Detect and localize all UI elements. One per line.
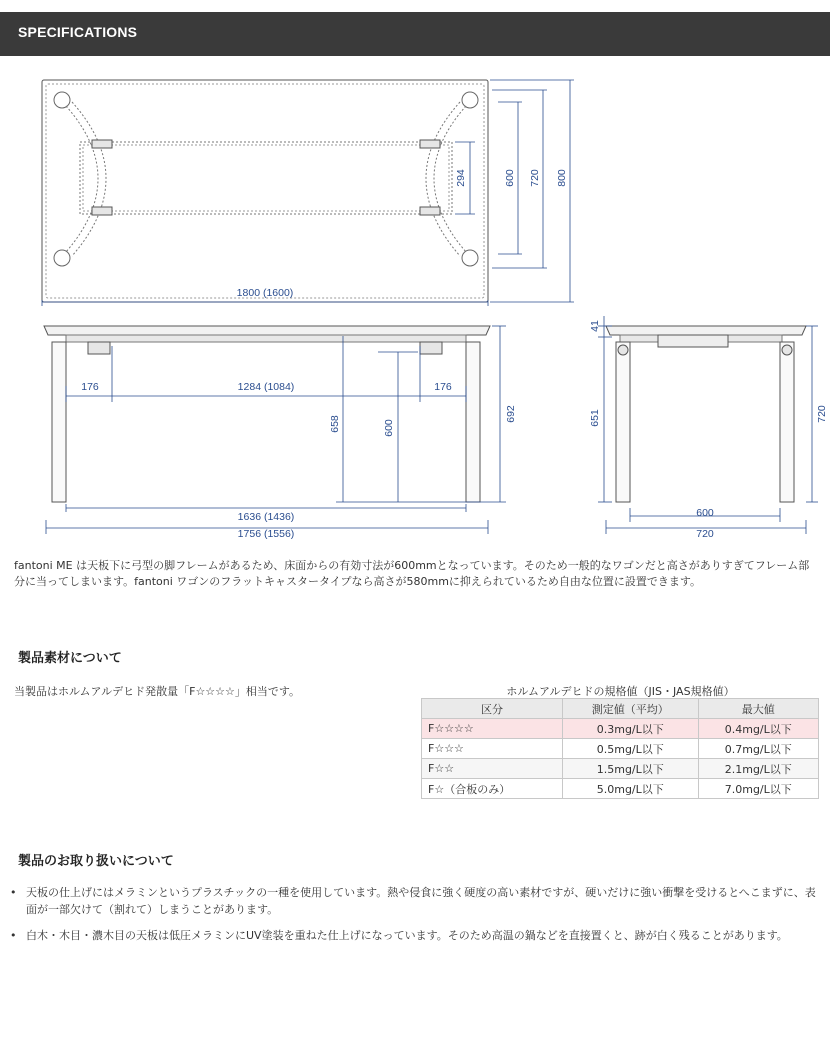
formaldehyde-table-caption: ホルムアルデヒドの規格値（JIS・JAS規格値） xyxy=(506,685,735,698)
table-cell: 7.0mg/L以下 xyxy=(698,779,819,799)
list-item-text: 白木・木目・濃木目の天板は低圧メラミンにUV塗装を重ねた仕上げになっています。そのため高温の鍋などを直接置くと、跡が白く残ることがあります。 xyxy=(26,929,788,942)
table-row xyxy=(422,719,819,739)
dimension-drawing xyxy=(0,56,830,546)
front-outer-width-label: 1756 (1556) xyxy=(237,528,295,540)
plan-width-label: 1800 (1600) xyxy=(236,287,294,299)
specifications-header-bar xyxy=(0,12,830,56)
column-header: 最大値 xyxy=(698,699,819,719)
table-cell: F☆☆☆☆ xyxy=(422,719,563,739)
front-view xyxy=(44,326,490,502)
header-title: SPECIFICATIONS xyxy=(18,24,138,40)
table-row xyxy=(422,739,819,759)
list-item-text: 天板の仕上げにはメラミンというプラスチックの一種を使用しています。熱や侵食に強く硬度の高い素材ですが、硬いだけに強い衝撃を受けるとへこまずに、表面が一部欠けて（割れて）しまうことがあります。 xyxy=(26,886,816,916)
table-cell: 0.5mg/L以下 xyxy=(563,739,699,759)
plan-view xyxy=(42,80,488,302)
table-cell: 2.1mg/L以下 xyxy=(698,759,819,779)
formaldehyde-table xyxy=(421,698,819,799)
table-row xyxy=(422,779,819,799)
side-view xyxy=(606,326,806,502)
bullet-icon: • xyxy=(10,929,17,942)
front-right-offset-label: 176 xyxy=(434,381,452,393)
material-heading: 製品素材について xyxy=(18,651,122,666)
table-row xyxy=(422,759,819,779)
table-cell: 1.5mg/L以下 xyxy=(563,759,699,779)
list-item xyxy=(10,927,818,944)
column-header: 区分 xyxy=(422,699,563,719)
table-header-row xyxy=(422,699,819,719)
handling-heading: 製品のお取り扱いについて xyxy=(18,854,174,869)
table-cell: F☆☆☆ xyxy=(422,739,563,759)
plan-dimensions xyxy=(42,80,574,306)
intro-paragraph: fantoni ME は天板下に弓型の脚フレームがあるため、床面からの有効寸法が600mmとなっています。そのため一般的なワゴンだと高さがありすぎてフレーム部分に当ってしまいます。fantoni ワゴンのフラットキャスタータイプなら高さが580mmに抑えられているため自由な位置に設置できます。 xyxy=(14,559,810,588)
side-h651-label: 651 xyxy=(589,409,601,427)
side-inner-width-label: 600 xyxy=(696,507,714,519)
material-text: 当製品はホルムアルデヒド発散量「F☆☆☆☆」相当です。 xyxy=(14,685,301,698)
front-dimensions xyxy=(46,326,506,534)
side-h720-label: 720 xyxy=(816,405,828,423)
side-top-thickness-label: 41 xyxy=(589,320,601,332)
plan-rail-label: 294 xyxy=(455,169,467,187)
front-h600-label: 600 xyxy=(383,419,395,437)
front-inner-width-label: 1636 (1436) xyxy=(237,511,295,523)
plan-depth-outer-label: 800 xyxy=(556,169,568,187)
plan-depth-mid-label: 720 xyxy=(529,169,541,187)
column-header: 測定値（平均） xyxy=(563,699,699,719)
table-cell: F☆（合板のみ） xyxy=(422,779,563,799)
bullet-icon: • xyxy=(10,886,17,899)
handling-list xyxy=(10,884,818,953)
table-cell: F☆☆ xyxy=(422,759,563,779)
table-cell: 5.0mg/L以下 xyxy=(563,779,699,799)
front-left-offset-label: 176 xyxy=(81,381,99,393)
front-h658-label: 658 xyxy=(329,415,341,433)
list-item xyxy=(10,884,818,918)
plan-depth-inner-label: 600 xyxy=(504,169,516,187)
front-h692-label: 692 xyxy=(505,405,517,423)
side-outer-width-label: 720 xyxy=(696,528,714,540)
table-cell: 0.4mg/L以下 xyxy=(698,719,819,739)
front-center-width-label: 1284 (1084) xyxy=(237,381,295,393)
table-cell: 0.7mg/L以下 xyxy=(698,739,819,759)
table-cell: 0.3mg/L以下 xyxy=(563,719,699,739)
